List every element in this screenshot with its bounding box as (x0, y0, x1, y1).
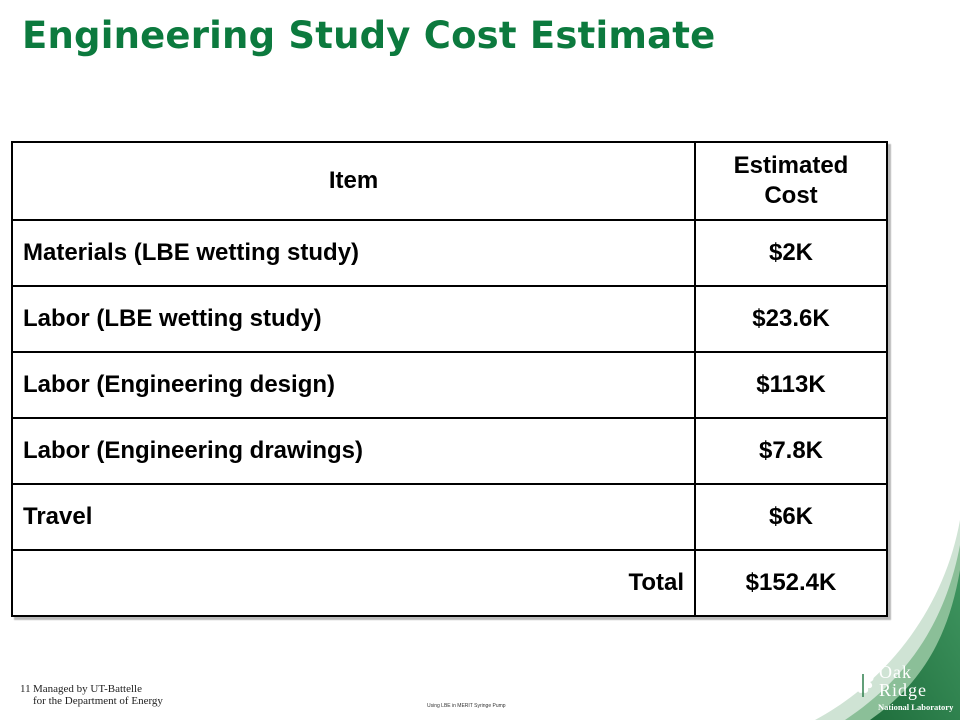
table-header-row (12, 142, 887, 220)
header-estimated-cost: Estimated Cost (695, 142, 887, 220)
row-cost: $2K (695, 220, 887, 286)
page-number: 11 (20, 683, 31, 695)
row-item: Labor (LBE wetting study) (12, 286, 695, 352)
managed-line-1: Managed by UT-Battelle (33, 683, 142, 695)
table-row (12, 418, 887, 484)
row-cost: $23.6K (695, 286, 887, 352)
table-row (12, 220, 887, 286)
footer-presentation-title: Using LBE in MERIT Syringe Pump (427, 703, 506, 709)
table-row (12, 286, 887, 352)
row-item: Labor (Engineering design) (12, 352, 695, 418)
table-row (12, 352, 887, 418)
row-cost: $6K (695, 484, 887, 550)
managed-line-2: for the Department of Energy (33, 695, 163, 707)
slide-title: Engineering Study Cost Estimate (22, 14, 716, 57)
header-item: Item (12, 142, 695, 220)
logo-national-laboratory: National Laboratory (878, 702, 954, 712)
row-item: Travel (12, 484, 695, 550)
total-value: $152.4K (695, 550, 887, 616)
oak-leaf-icon (850, 666, 876, 698)
row-cost: $7.8K (695, 418, 887, 484)
logo-oak: Oak (879, 662, 912, 682)
footer-managed-by (20, 683, 163, 707)
total-label: Total (12, 550, 695, 616)
row-item: Labor (Engineering drawings) (12, 418, 695, 484)
oak-ridge-logo (848, 660, 960, 720)
logo-ridge: Ridge (879, 680, 927, 700)
row-item: Materials (LBE wetting study) (12, 220, 695, 286)
row-cost: $113K (695, 352, 887, 418)
